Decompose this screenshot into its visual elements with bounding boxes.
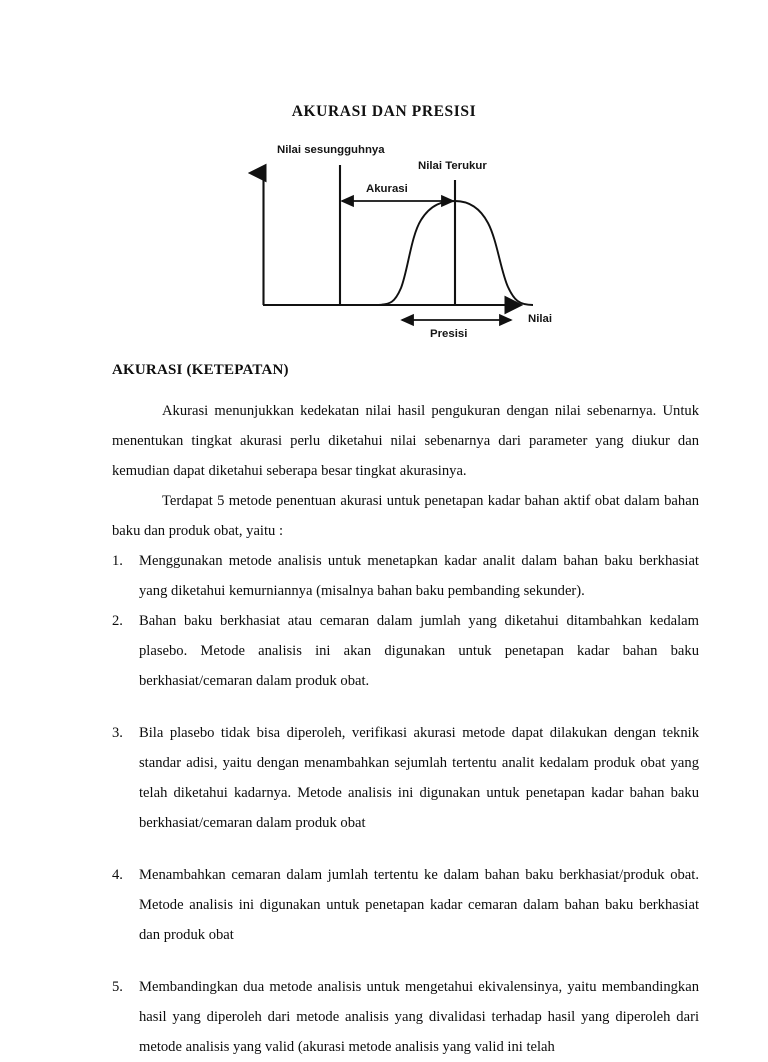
list-item-marker: 3. bbox=[112, 725, 123, 741]
list-item-marker: 2. bbox=[112, 613, 123, 629]
list-item-text: Bila plasebo tidak bisa diperoleh, verifikasi akurasi metode dapat dilakukan dengan teknik standar adisi, yaitu dengan menambahkan sejumlah tertentu analit kedalam produk obat yang telah diketahui kadarnya. Metode analisis ini digunakan untuk penetapan kadar bahan baku berkhasiat/cemaran dalam produk obat bbox=[139, 725, 699, 831]
list-item-text: Membandingkan dua metode analisis untuk mengetahui ekivalensinya, yaitu membandingkan hasil yang diperoleh dari metode analisis yang divalidasi terhadap hasil yang diperoleh dari metode analisis yang valid (akurasi metode analisis yang valid ini telah bbox=[139, 979, 699, 1055]
list-item-text: Menambahkan cemaran dalam jumlah tertentu ke dalam bahan baku berkhasiat/produk obat. Metode analisis ini digunakan untuk penetapan kadar cemaran dalam bahan baku berkhasiat dan produk obat bbox=[139, 867, 699, 943]
list-item-marker: 1. bbox=[112, 553, 123, 569]
label-true-value: Nilai sesungguhnya bbox=[277, 144, 385, 156]
section-heading-akurasi: AKURASI (KETEPATAN) bbox=[112, 362, 289, 378]
list-item bbox=[112, 546, 699, 606]
list-item bbox=[112, 606, 699, 696]
list-item-text: Menggunakan metode analisis untuk menetapkan kadar analit dalam bahan baku berkhasiat yang diketahui kemurniannya (misalnya bahan baku pembanding sekunder). bbox=[139, 553, 699, 599]
document-body bbox=[112, 396, 699, 1062]
list-item bbox=[112, 860, 699, 950]
page-title: AKURASI DAN PRESISI bbox=[291, 103, 477, 120]
label-accuracy: Akurasi bbox=[366, 183, 408, 195]
list-item bbox=[112, 972, 699, 1062]
label-x-axis: Nilai bbox=[528, 313, 553, 325]
paragraph-intro: Akurasi menunjukkan kedekatan nilai hasil pengukuran dengan nilai sebenarnya. Untuk menentukan tingkat akurasi perlu diketahui nilai sebenarnya dari parameter yang diukur dan kemudian dapat diketahui seberapa besar tingkat akurasinya. bbox=[112, 403, 699, 479]
accuracy-precision-diagram bbox=[245, 140, 565, 350]
label-measured-value: Nilai Terukur bbox=[418, 160, 487, 172]
list-item-text: Bahan baku berkhasiat atau cemaran dalam jumlah yang diketahui ditambahkan kedalam plasebo. Metode analisis ini akan digunakan untuk penetapan kadar bahan baku berkhasiat/cemaran dalam produk obat. bbox=[139, 613, 699, 689]
list-item-marker: 4. bbox=[112, 867, 123, 883]
diagram-svg bbox=[245, 140, 565, 350]
method-list bbox=[112, 546, 699, 1062]
paragraph-methods-intro: Terdapat 5 metode penentuan akurasi untuk penetapan kadar bahan aktif obat dalam bahan baku dan produk obat, yaitu : bbox=[112, 493, 699, 539]
list-item-marker: 5. bbox=[112, 979, 123, 995]
label-precision: Presisi bbox=[430, 328, 468, 340]
list-item bbox=[112, 718, 699, 838]
